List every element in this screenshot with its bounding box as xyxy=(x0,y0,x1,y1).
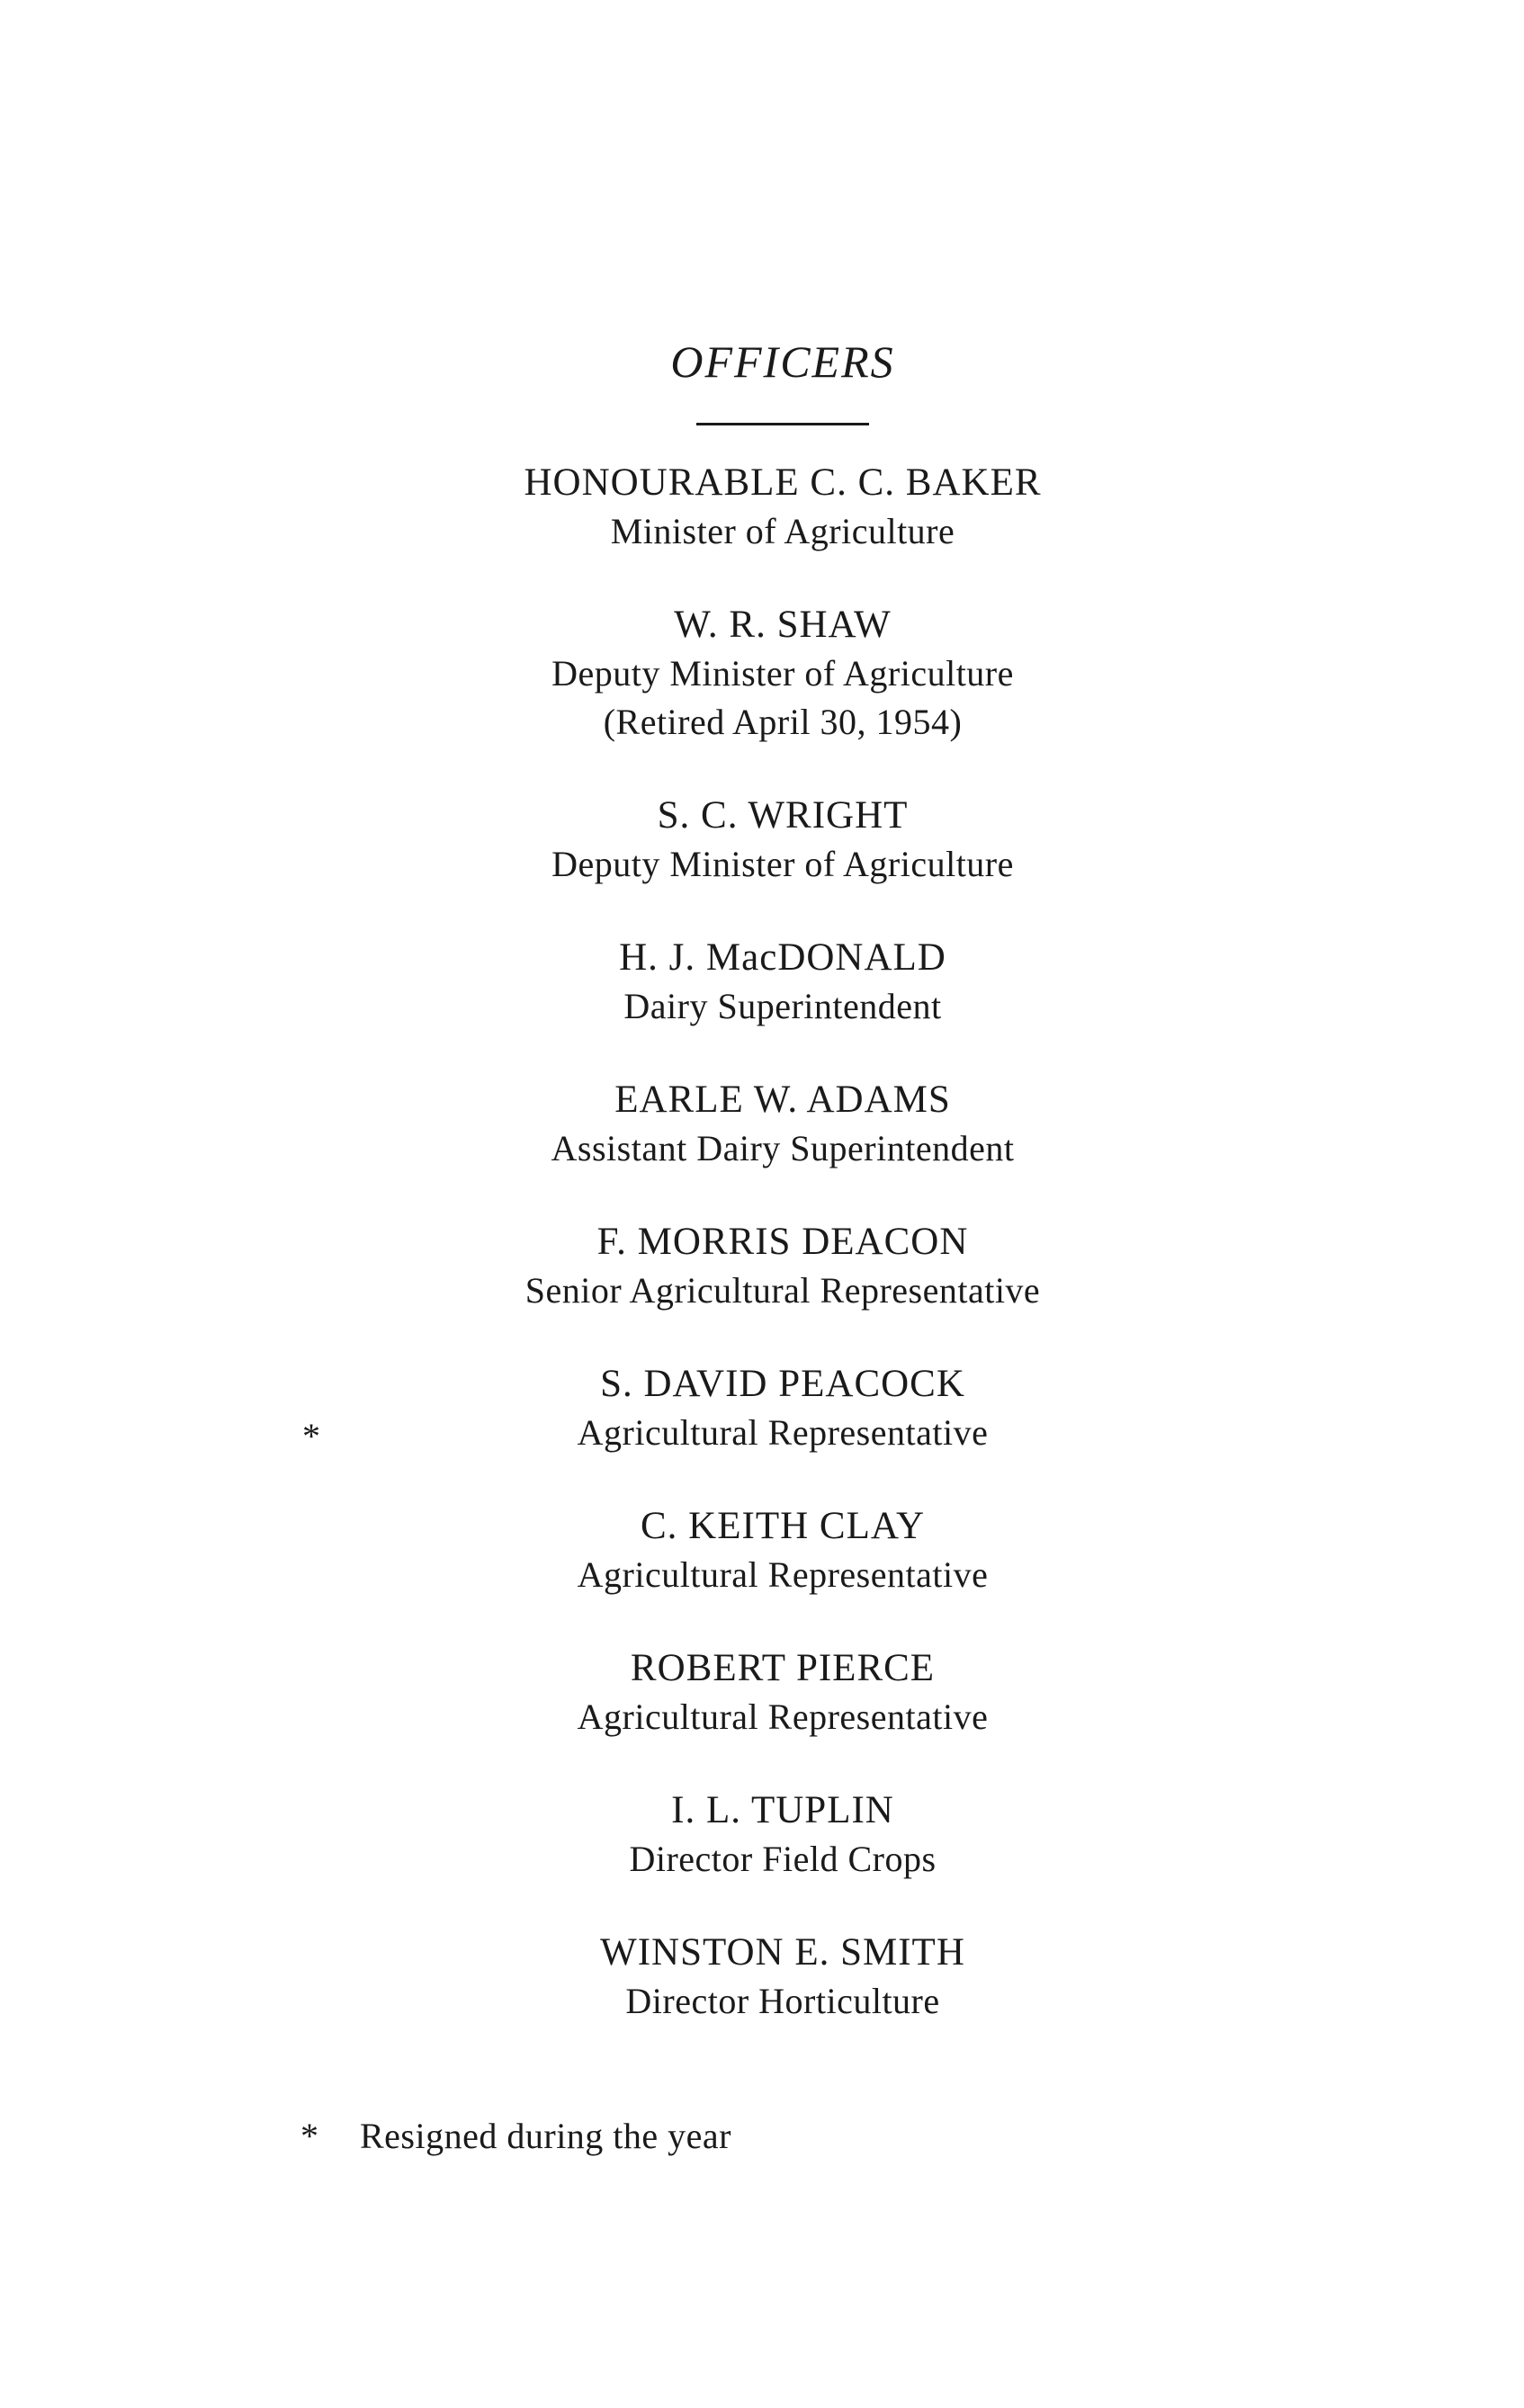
officer-name: C. KEITH CLAY xyxy=(641,1505,925,1547)
officer-name: HONOURABLE C. C. BAKER xyxy=(524,461,1042,504)
officer-name: EARLE W. ADAMS xyxy=(614,1079,951,1121)
officer-title: Senior Agricultural Representative xyxy=(524,1270,1041,1311)
officer-title: Director Field Crops xyxy=(629,1839,937,1879)
officer-title: Director Horticulture xyxy=(625,1981,940,2021)
officer-entry xyxy=(0,1218,1524,1315)
resigned-marker: * xyxy=(302,1416,320,1456)
officer-entry xyxy=(0,1929,1524,2026)
officer-entry xyxy=(0,1360,1524,1457)
officer-title: Agricultural Representative xyxy=(577,1696,989,1737)
officer-entry xyxy=(0,934,1524,1031)
officer-name: I. L. TUPLIN xyxy=(671,1789,894,1831)
footnote-text: Resigned during the year xyxy=(360,2116,731,2156)
officer-name: S. C. WRIGHT xyxy=(657,794,909,837)
officer-title: Agricultural Representative xyxy=(577,1554,989,1595)
officer-title: Deputy Minister of Agriculture xyxy=(551,844,1014,884)
officer-name: WINSTON E. SMITH xyxy=(600,1931,965,1974)
officer-title: Assistant Dairy Superintendent xyxy=(551,1128,1015,1168)
officer-entry xyxy=(0,792,1524,889)
officer-note: (Retired April 30, 1954) xyxy=(603,702,963,742)
footnote-mark: * xyxy=(300,2116,319,2156)
officer-title: Dairy Superintendent xyxy=(623,986,942,1026)
footnote xyxy=(300,2112,731,2161)
officer-title: Minister of Agriculture xyxy=(610,511,955,551)
officer-name: W. R. SHAW xyxy=(674,604,892,646)
officer-name: F. MORRIS DEACON xyxy=(596,1221,969,1263)
page-heading: OFFICERS xyxy=(670,336,895,387)
officer-title: Deputy Minister of Agriculture xyxy=(551,653,1014,694)
officer-name: S. DAVID PEACOCK xyxy=(600,1363,965,1405)
officer-entry xyxy=(0,1786,1524,1884)
officer-entry xyxy=(0,1502,1524,1599)
officer-title: Agricultural Representative xyxy=(577,1412,989,1453)
officer-name: H. J. MacDONALD xyxy=(619,936,946,979)
heading-rule xyxy=(696,423,869,425)
officer-entry xyxy=(0,601,1524,747)
officer-entry xyxy=(0,1076,1524,1173)
officer-entry xyxy=(0,459,1524,556)
officer-name: ROBERT PIERCE xyxy=(630,1647,936,1689)
officer-entry xyxy=(0,1644,1524,1741)
